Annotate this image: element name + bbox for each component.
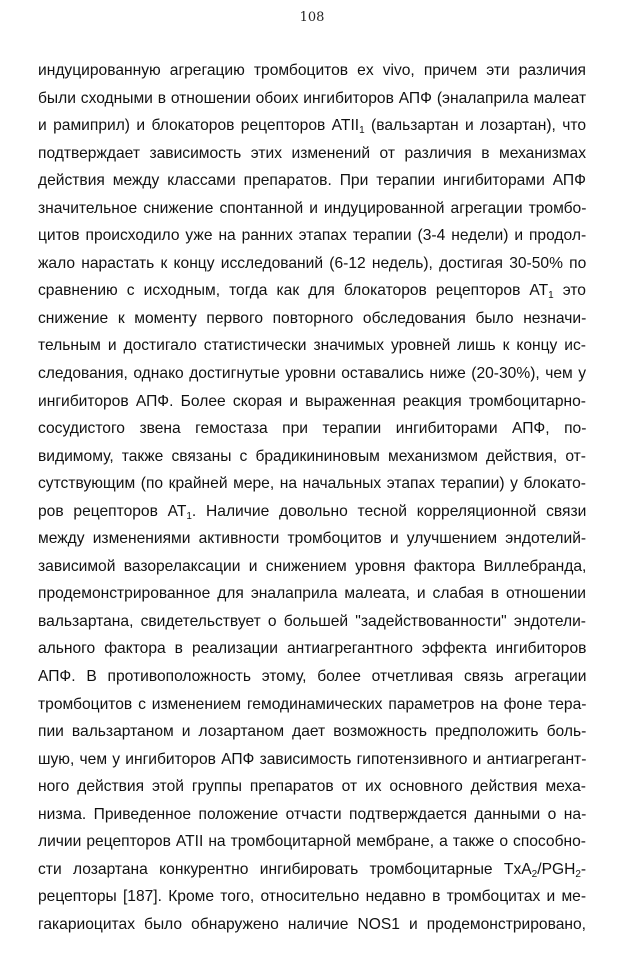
text-line: [38, 691, 586, 719]
text-segment: подтверждает зависимость этих изменений от различия в механизмах: [38, 144, 586, 162]
text-line: [38, 250, 586, 278]
text-segment: (вальзартан и лозартан), что: [364, 117, 586, 135]
subscript: 2: [575, 868, 581, 880]
text-line: [38, 85, 586, 113]
text-line: [38, 277, 586, 305]
text-line: [38, 470, 586, 498]
text-line: [38, 801, 586, 829]
text-segment: тромбоцитов с изменением гемодинамических параметров на фоне тера-: [38, 695, 586, 713]
text-segment: зависимой вазорелаксации и снижением уровня фактора Виллебранда,: [38, 557, 586, 575]
body-text: [38, 57, 586, 939]
text-segment: жало нарастать к концу исследований (6-12 недель), достигая 30-50% по: [38, 254, 586, 272]
text-segment: рецепторы [187]. Кроме того, относительно недавно в тромбоцитах и ме-: [38, 888, 586, 906]
text-line: [38, 415, 586, 443]
text-segment: и рамиприл) и блокаторов рецепторов ATII: [38, 117, 360, 135]
text-segment: гакариоцитах было обнаружено наличие NOS1 и продемонстрировано,: [38, 915, 586, 933]
text-line: [38, 443, 586, 471]
text-line: [38, 140, 586, 168]
text-line: [38, 195, 586, 223]
text-line: [38, 167, 586, 195]
text-line: [38, 635, 586, 663]
text-segment: между изменениями активности тромбоцитов и улучшением эндотелий-: [38, 530, 586, 548]
text-segment: вальзартана, свидетельствует о большей "задействованности" эндотели-: [38, 612, 586, 630]
text-segment: видимому, также связаны с брадикининовым механизмом действия, от-: [38, 447, 586, 465]
text-segment: пии вальзартаном и лозартаном дает возможность предположить боль-: [38, 723, 586, 741]
text-line: [38, 856, 586, 884]
text-segment: сутствующим (по крайней мере, на начальных этапах терапии) у блокато-: [38, 475, 586, 493]
text-line: [38, 332, 586, 360]
text-segment: индуцированную агрегацию тромбоцитов ex vivo, причем эти различия: [38, 62, 586, 79]
text-line: [38, 580, 586, 608]
text-segment: действия между классами препаратов. При терапии ингибиторами АПФ: [38, 172, 586, 190]
text-segment: шую, чем у ингибиторов АПФ зависимость гипотензивного и антиагрегант-: [38, 750, 586, 768]
text-segment: ального фактора в реализации антиагрегантного эффекта ингибиторов: [38, 640, 586, 658]
text-segment: ного действия этой группы препаратов от их основного действия меха-: [38, 778, 586, 796]
subscript: 1: [359, 125, 365, 137]
text-line: [38, 746, 586, 774]
text-segment: сравнению с исходным, тогда как для блокаторов рецепторов АТ: [38, 282, 549, 300]
text-line: [38, 222, 586, 250]
text-line: [38, 57, 586, 85]
text-line: [38, 553, 586, 581]
subscript: 2: [531, 868, 538, 880]
text-segment: . Наличие довольно тесной корреляционной связи: [191, 502, 586, 520]
text-segment: АПФ. В противоположность этому, более отчетливая связь агрегации: [38, 668, 586, 686]
text-line: [38, 883, 586, 911]
text-line: [38, 498, 586, 526]
text-line: [38, 525, 586, 553]
text-line: [38, 718, 586, 746]
text-segment: сти лозартана конкурентно ингибировать тромбоцитарные TxA: [38, 860, 532, 878]
text-segment: были сходными в отношении обоих ингибиторов АПФ (эналаприла малеат: [38, 89, 586, 107]
subscript: 1: [186, 510, 192, 522]
text-line: [38, 663, 586, 691]
text-segment: сосудистого звена гемостаза при терапии ингибиторами АПФ, по-: [38, 420, 586, 438]
text-line: [38, 305, 586, 333]
page-number: 108: [299, 10, 325, 25]
text-line: [38, 608, 586, 636]
text-line: [38, 112, 586, 140]
text-line: [38, 388, 586, 416]
text-segment: цитов происходило уже на ранних этапах терапии (3-4 недели) и продол-: [38, 227, 586, 245]
text-segment: личии рецепторов ATII на тромбоцитарной мембране, а также о способно-: [38, 833, 586, 851]
text-segment: следования, однако достигнутые уровни оставались ниже (20-30%), чем у: [38, 365, 586, 383]
text-line: [38, 773, 586, 801]
text-segment: продемонстрированное для эналаприла малеата, и слабая в отношении: [38, 585, 586, 603]
subscript: 1: [548, 290, 554, 302]
text-segment: -: [580, 860, 586, 878]
text-segment: /PGH: [537, 860, 576, 878]
text-segment: ров рецепторов АТ: [38, 502, 187, 520]
text-segment: низма. Приведенное положение отчасти подтверждается данными о на-: [38, 805, 586, 823]
text-line: [38, 911, 586, 939]
text-line: [38, 360, 586, 388]
text-segment: ингибиторов АПФ. Более скорая и выраженная реакция тромбоцитарно-: [38, 392, 586, 410]
text-segment: значительное снижение спонтанной и индуцированной агрегации тромбо-: [38, 199, 586, 217]
text-segment: снижение к моменту первого повторного обследования было незначи-: [38, 309, 586, 327]
text-line: [38, 828, 586, 856]
text-segment: это: [553, 282, 586, 300]
text-segment: тельным и достигало статистически значимых уровней лишь к концу ис-: [38, 337, 586, 355]
